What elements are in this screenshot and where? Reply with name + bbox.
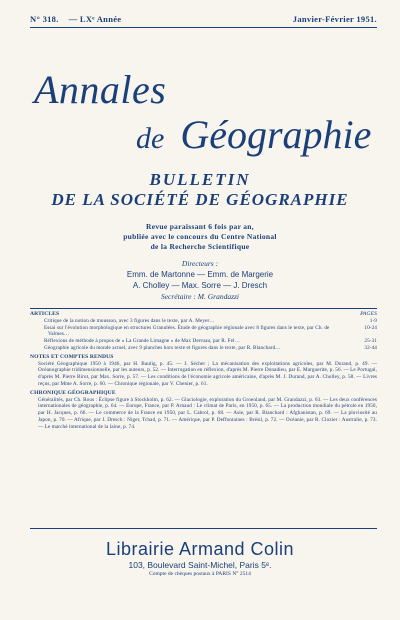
- issue-header: [30, 14, 377, 28]
- publisher-block: [0, 538, 400, 578]
- title-de: de: [136, 122, 165, 155]
- revue-line3: de la Recherche Scientifique: [150, 242, 250, 251]
- notes-text: Société Géographique 1950 à 1946, par H. Baulig, p. 45. — J. Sécher ; La mécanisation des exploitations agricoles, par M. Durand, p. 49. — Océanographie tridimensionnelle, par les auteurs, p. 52. — Interrogation en réflexion, d'après M. Pierre Donadieu, par E. Marguerite, p. 56. — Le Portugal, d'après M. Pierre Birot, par Max. Sorre, p. 57. — Les conditions de l'économie agricole américaine, d'après M. J. Durand, par A. Cholley, p. 58. — Livres reçus, par Mme A. Sorre, p. 60. — Chronique régionale, par V. Chenier, p. 61.: [38, 360, 377, 387]
- directeurs-names-line1: Emm. de Martonne — Emm. de Margerie: [126, 270, 274, 279]
- article-title: Critique de la notion de mousson, avec 3 figures dans le texte, par A. Meyer…: [44, 317, 215, 324]
- article-page: 10-24: [364, 324, 377, 331]
- article-page: 1-9: [369, 317, 377, 324]
- revue-line2: publiée avec le concours du Centre National: [123, 232, 277, 241]
- directeurs-block: [0, 258, 400, 302]
- title-geographie: Géographie: [180, 112, 372, 157]
- notes-heading: [30, 354, 377, 361]
- contents-top-rule: [30, 308, 377, 309]
- chronique-heading: [30, 390, 377, 397]
- bulletin-line1: BULLETIN: [149, 170, 251, 189]
- pages-label: PAGES: [360, 311, 377, 317]
- secretaire: Secrétaire : M. Grandazzi: [160, 292, 240, 301]
- revue-line1: Revue paraissant 6 fois par an,: [146, 222, 254, 231]
- publisher-name: Librairie Armand Colin: [105, 539, 295, 559]
- article-title: Essai sur l'évolution morphologique en structures Granulées. Étude de géographie régionale avec 8 figures dans le texte, par Ch. de Valmes…: [44, 324, 330, 338]
- contents-bottom-rule: [30, 528, 377, 529]
- article-title: Réflexions de méthode à propos de « La Grande Limagne » de Max Derruau, par R. Fel…: [44, 338, 240, 345]
- title-geographie-line: [136, 112, 372, 159]
- article-entry: [30, 318, 377, 325]
- issue-date: Janvier-Février 1951.: [292, 14, 377, 24]
- bulletin-line2: DE LA SOCIÉTÉ DE GÉOGRAPHIE: [51, 190, 349, 209]
- article-entry: [30, 325, 377, 339]
- publisher-address: 103, Boulevard Saint-Michel, Paris 5ᵉ.: [128, 560, 272, 570]
- article-title: Géographie agricole du monde actuel, avec 9 planches hors texte et figures dans le texte, par R. Blanchard…: [44, 344, 281, 351]
- article-page: 32-44: [364, 344, 377, 351]
- year-label: — LXᵉ Année: [68, 14, 122, 24]
- issue-number: N° 318.: [30, 14, 59, 24]
- directeurs-label: Directeurs :: [181, 259, 219, 268]
- chronique-label: CHRONIQUE GÉOGRAPHIQUE: [30, 389, 116, 396]
- revue-description: [0, 222, 400, 252]
- bulletin-heading: [0, 170, 400, 210]
- directeurs-names-line2: A. Cholley — Max. Sorre — J. Dresch: [132, 281, 268, 290]
- articles-heading: [30, 311, 377, 318]
- articles-label: ARTICLES: [30, 311, 60, 317]
- table-of-contents: [30, 308, 377, 526]
- chronique-text: Généralités, par Ch. Rous : Éclipse figure à Stockholm, p. 62. — Glaciologie, exploration du Groenland, par M. Grandazzi, p. 63. — Les deux conférences internationales de géographie, p. 64. — Europe, France, par P. Arnaud : Le climat de Paris, en 1950, p. 65. — La production mondiale du pétrole en 1950, par H. Jacques, p. 66. — Le commerce de la France en 1950, par L. Cabrol, p. 68. — Asie, par R. Blanchard : Afghanistan, p. 69. — La pluviosité au Japon, p. 70. — Afrique, par J. Dresch : Niger, Tchad, p. 71. — Amérique, par P. Deffontaines : Brésil, p. 72. — Océanie, par R. Clozier : Australie, p. 73. — Le marché international de la laine, p. 74.: [38, 396, 377, 430]
- title-annales: Annales: [34, 67, 167, 112]
- article-page: 25-31: [364, 338, 377, 345]
- article-entry: [30, 345, 377, 352]
- publisher-ccp: Compte de chèques postaux à PARIS N° 2514: [149, 571, 251, 577]
- article-entry: [30, 338, 377, 345]
- notes-label: NOTES ET COMPTES RENDUS: [30, 353, 114, 360]
